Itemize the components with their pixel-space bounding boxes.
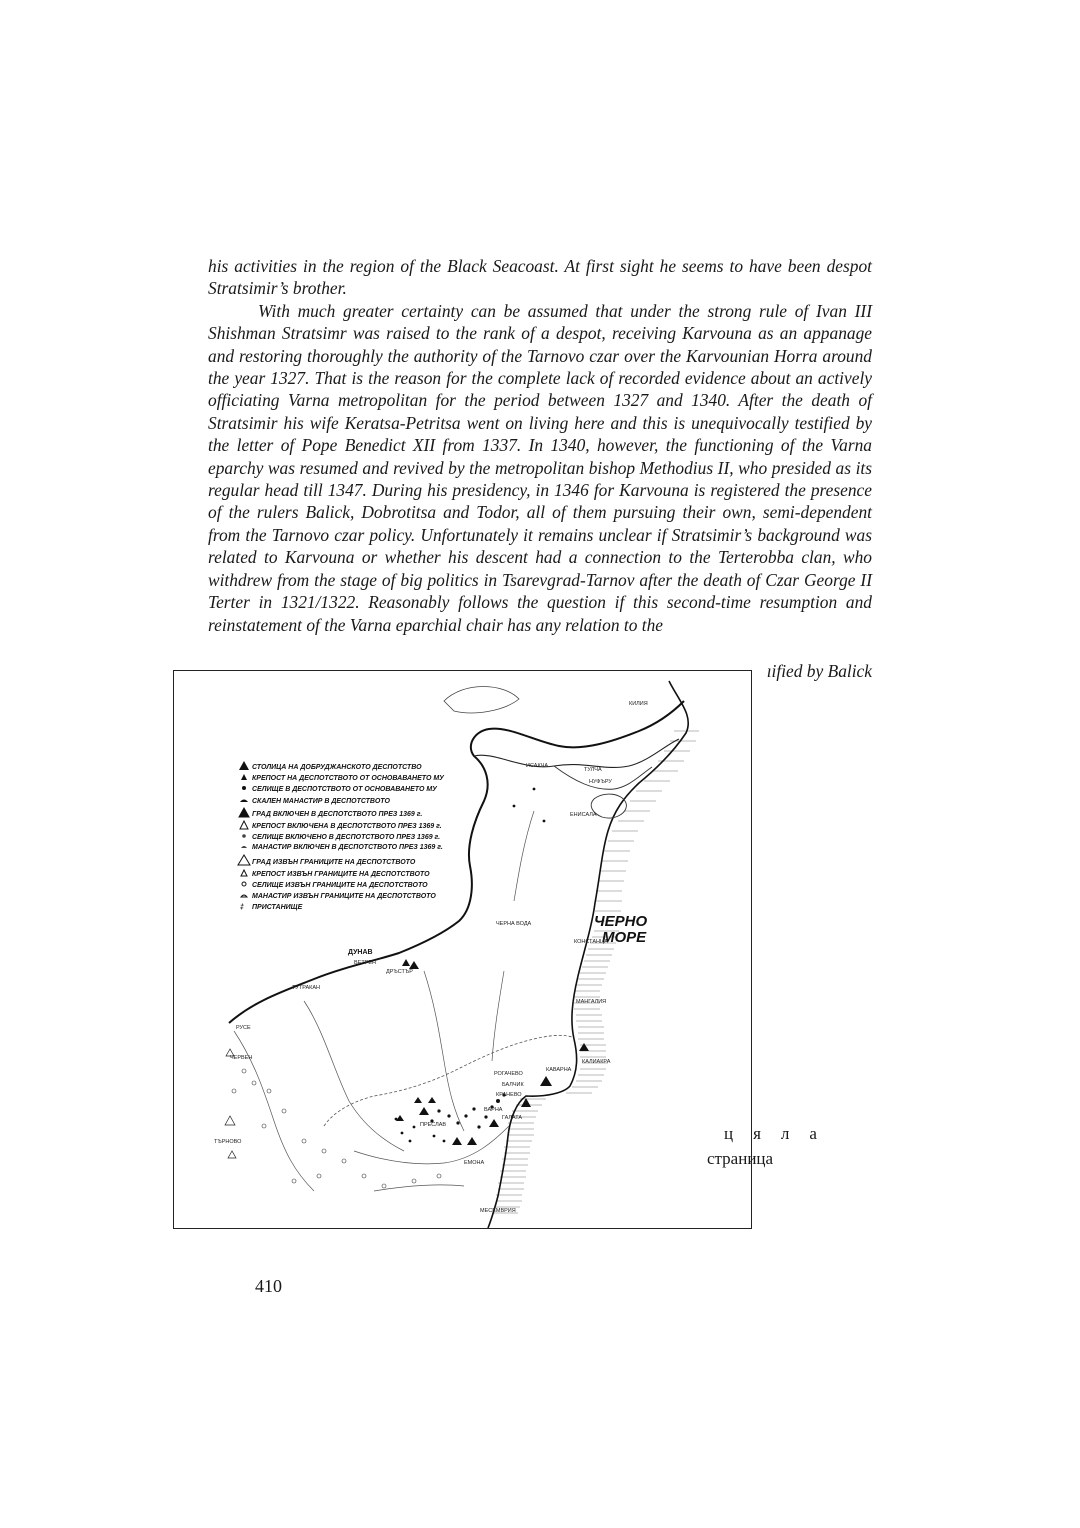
legend-cave-monastery-icon — [240, 800, 248, 803]
place-isakcha: ИСАКЧА — [526, 763, 549, 769]
place-tutrakan: ТУТРАКАН — [292, 985, 321, 991]
despotate-border — [324, 1035, 572, 1126]
legend-capital-icon — [239, 761, 249, 770]
sea-label-line2: МОРЕ — [602, 929, 647, 946]
place-kavarna: КАВАРНА — [546, 1067, 572, 1073]
place-mangalia: МАНГАЛИЯ — [576, 999, 607, 1005]
legend-item-9: ГРАД ИЗВЪН ГРАНИЦИТЕ НА ДЕСПОТСТВОТО — [252, 859, 416, 866]
legend-item-2: КРЕПОСТ НА ДЕСПОТСТВОТО ОТ ОСНОВАВАНЕТО МУ — [252, 775, 444, 782]
legend-city-outside-icon — [238, 855, 250, 865]
paragraph-2: With much greater certainty can be assumed that under the strong rule of Ivan III Shishman Stratsimr was raised to the rank of a despot, receiving Karvouna as an appanage and restoring thoroughly the authority of the Tarnovo czar over the Karvounian Horra around the year 1327. That is the reason for the complete lack of recorded evidence about an actively officiating Varna metropolitan for the period between 1327 and 1340. After the death of Stratsimir his wife Keratsa-Petritsa went on living here and this is unequivocally testified by the letter of Pope Benedict XII from 1337. In 1340, however, the functioning of the Varna eparchy was resumed and revived by the metropolitan bishop Methodius II, who presided as its regular head till 1347. During his presidency, in 1346 for Karvouna is registered the presence of the rulers Balick, Dobrotitsa and Todor, all of them pursuing their own, semi-dependent from the Tarnovo czar policy. Unfortunately it remains unclear if Stratsimir’s background was related to Karvouna or whether his descent had a connection to the Terterobba clan, who withdrew from the stage of big politics in Tsarevgrad-Tarnov after the death of Czar George II Terter in 1321/1322. Reasonably follows the question if this second-time resumption and reinstatement of the Varna eparchial chair has any relation to the — [208, 300, 872, 635]
danube-branch — [474, 739, 679, 767]
legend-item-3: СЕЛИЩЕ В ДЕСПОТСТВОТО ОТ ОСНОВАВАНЕТО МУ — [252, 786, 437, 793]
place-kaliakra: КАЛИАКРА — [582, 1059, 611, 1065]
legend-settlement-icon — [242, 786, 246, 790]
settlement-outlines — [232, 1069, 441, 1188]
map-drawing — [174, 671, 751, 1228]
place-cherna-voda: ЧЕРНА ВОДА — [496, 921, 532, 927]
sea-hatching — [492, 731, 699, 1213]
place-vetren: ВЕТРЕН — [354, 960, 377, 966]
sea-label-line1: ЧЕРНО — [594, 913, 648, 930]
danube-label: ДУНАВ — [348, 949, 373, 956]
place-rogachevo: РОГАЧЕВО — [494, 1071, 523, 1077]
legend-settlement-1369-icon — [242, 834, 246, 838]
legend-settlement-outside-icon — [242, 882, 246, 886]
delta-lake-2 — [444, 687, 519, 713]
place-preslav: ПРЕСЛАВ — [420, 1122, 447, 1128]
legend-fortress-outside-icon — [241, 870, 247, 876]
legend-item-5: ГРАД ВКЛЮЧЕН В ДЕСПОТСТВОТО ПРЕЗ 1369 г. — [252, 811, 423, 818]
place-nufaru: НУФЪРУ — [589, 779, 612, 785]
legend-item-6: КРЕПОСТ ВКЛЮЧЕНА В ДЕСПОТСТВОТО ПРЕЗ 1369 г. — [252, 823, 442, 830]
place-ruse: РУСЕ — [236, 1025, 251, 1031]
place-silistra: ДРЪСТЪР — [386, 969, 413, 975]
page-number: 410 — [255, 1276, 282, 1296]
place-emona: ЕМОНА — [464, 1160, 485, 1166]
inland-rivers — [234, 811, 534, 1191]
place-mesemvria: МЕСЕМВРИЯ — [480, 1208, 516, 1214]
paragraph-tail-fragment: ıified by Balick — [766, 661, 872, 681]
legend-item-12: МАНАСТИР ИЗВЪН ГРАНИЦИТЕ НА ДЕСПОТСТВОТО — [252, 893, 436, 900]
place-kranevo: КРАНЕВО — [496, 1092, 522, 1098]
legend-fortress-icon — [241, 774, 247, 780]
legend-item-1: СТОЛИЦА НА ДОБРУДЖАНСКОТО ДЕСПОТСТВО — [252, 764, 422, 771]
legend-item-10: КРЕПОСТ ИЗВЪН ГРАНИЦИТЕ НА ДЕСПОТСТВОТО — [252, 871, 430, 878]
legend-item-4: СКАЛЕН МАНАСТИР В ДЕСПОТСТВОТО — [252, 798, 390, 805]
legend-item-13: ПРИСТАНИЩЕ — [252, 904, 303, 911]
legend-city-1369-icon — [239, 808, 249, 817]
dobruja-despotate-map — [173, 670, 752, 1229]
placement-note-line2: страница — [707, 1149, 774, 1168]
body-text — [208, 255, 872, 636]
place-tulcha: ТУЛЧА — [584, 767, 602, 773]
map-legend — [238, 761, 445, 911]
legend-monastery-1369-icon — [241, 846, 247, 848]
place-tarnovo: ТЪРНОВО — [214, 1139, 242, 1145]
legend-fortress-1369-icon — [240, 821, 248, 829]
placement-note-line1: цяла — [724, 1124, 837, 1143]
legend-item-7: СЕЛИЩЕ ВКЛЮЧЕНО В ДЕСПОТСТВОТО ПРЕЗ 1369 г. — [252, 834, 441, 841]
place-balchik: БАЛЧИК — [502, 1082, 524, 1088]
legend-item-8: МАНАСТИР ВКЛЮЧЕН В ДЕСПОТСТВОТО ПРЕЗ 1369 г. — [252, 844, 443, 851]
place-konstantsa: КОНСТАНЦА — [574, 939, 608, 945]
anchor-icon: ‡ — [240, 904, 244, 911]
legend-item-11: СЕЛИЩЕ ИЗВЪН ГРАНИЦИТЕ НА ДЕСПОТСТВОТО — [252, 882, 428, 889]
legend-monastery-outside-icon — [241, 895, 247, 897]
place-enisala: ЕНИСАЛА — [570, 812, 597, 818]
place-galata: ГАЛАТА — [502, 1115, 523, 1121]
place-kiliya: КИЛИЯ — [629, 701, 648, 707]
paragraph-1: his activities in the region of the Black Seacoast. At first sight he seems to have been despot Stratsimir’s brother. — [208, 256, 872, 299]
danube-delta-arm — [554, 766, 652, 789]
place-varna: ВАРНА — [484, 1107, 503, 1113]
place-cherven: ЧЕРВЕН — [230, 1055, 253, 1061]
